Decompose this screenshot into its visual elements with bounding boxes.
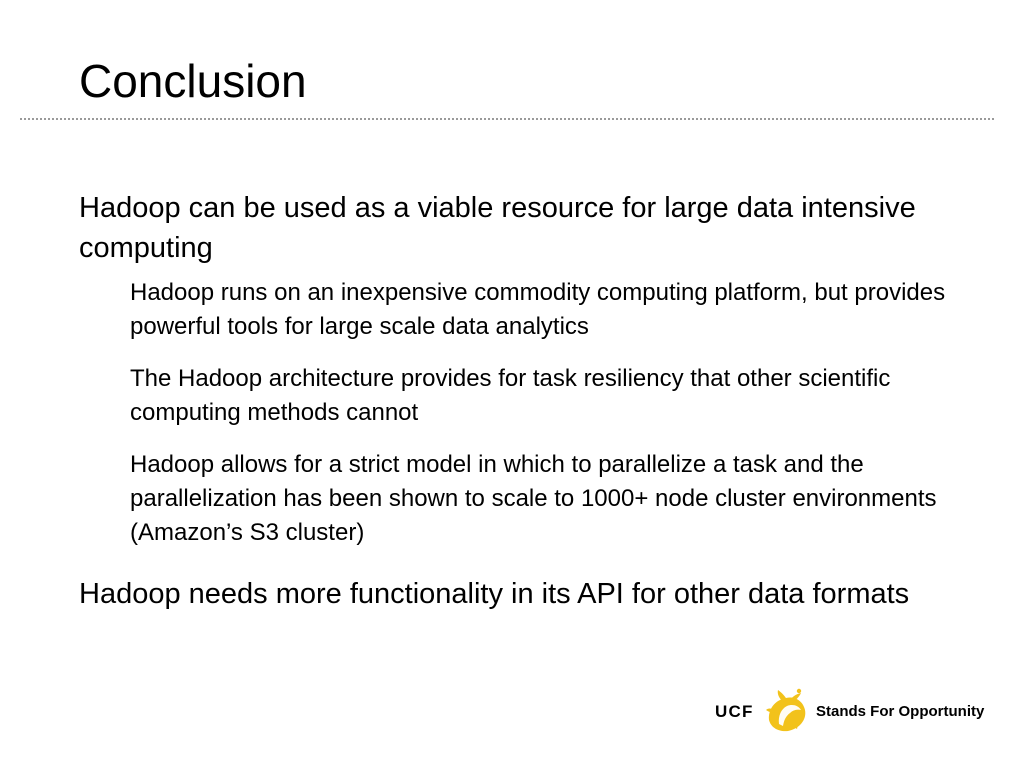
footer-brand (715, 686, 990, 738)
bullet-level1-item: Hadoop needs more functionality in its API for other data formats (79, 578, 910, 610)
slide-content (79, 188, 969, 622)
ucf-wordmark: UCF (715, 702, 754, 721)
bullet-level2-item: The Hadoop architecture provides for task resiliency that other scientific computing methods cannot (130, 365, 891, 426)
bullet-level2-item: Hadoop allows for a strict model in which to parallelize a task and the parallelization has been shown to scale to 1000+ node cluster environments (Amazon’s S3 cluster) (130, 451, 937, 546)
bullet-level1-item: Hadoop can be used as a viable resource for large data intensive computing (79, 192, 916, 264)
footer-tagline: Stands For Opportunity (816, 703, 985, 720)
pegasus-icon (761, 686, 811, 736)
bullet-level2-item: Hadoop runs on an inexpensive commodity computing platform, but provides powerful tools for large scale data analytics (130, 279, 946, 340)
title-divider (20, 118, 994, 120)
slide-title: Conclusion (79, 55, 307, 107)
